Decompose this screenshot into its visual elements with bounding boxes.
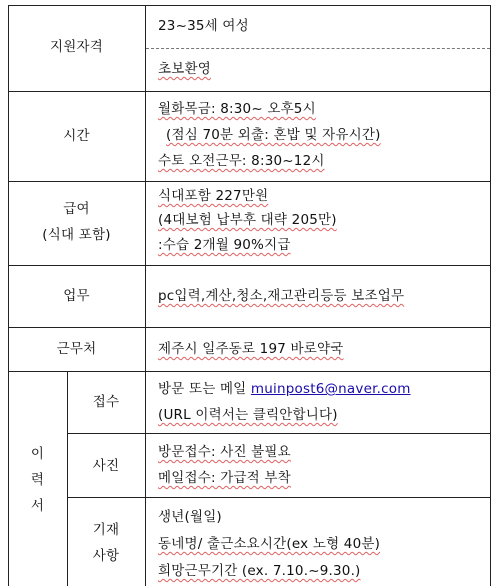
salary-line2: (4대보험 납부후 대략 205만)	[158, 212, 337, 228]
row-divider	[67, 497, 491, 498]
hours-label: 시간	[63, 128, 90, 144]
hours-line1: 월화목금: 8:30~ 오후5시	[158, 101, 316, 117]
salary-label-line2: (식대 포함)	[42, 227, 111, 243]
resume-char: 서	[30, 498, 45, 514]
photo-line1: 방문접수: 사진 불필요	[158, 444, 291, 460]
duties-label: 업무	[63, 288, 90, 304]
workplace-label: 근무처	[56, 341, 97, 357]
hours-line2: (점심 70분 외출: 혼밥 및 자유시간)	[166, 127, 381, 143]
salary-line1: 식대포함 227만원	[158, 188, 269, 204]
duties-line1: pc입력,계산,청소,재고관리등등 보조업무	[158, 288, 405, 304]
resume-char: 이	[30, 446, 45, 462]
salary-label-line1: 급여	[63, 201, 90, 217]
table-border-top	[8, 5, 491, 6]
receipt-line1	[158, 380, 411, 399]
required-line2: 동네명/ 출근소요시간(ex 노형 40분)	[158, 536, 381, 552]
resume-group-label	[8, 441, 67, 519]
row-divider	[8, 91, 491, 92]
required-label-line2: 사항	[92, 548, 120, 564]
receipt-label: 접수	[92, 394, 120, 410]
row-divider-dashed	[146, 48, 490, 49]
row-divider	[8, 371, 491, 372]
required-line3: 희망근무기간 (ex. 7.10.~9.30.)	[158, 563, 361, 579]
column-divider	[145, 5, 146, 586]
row-divider	[67, 433, 491, 434]
row-divider	[8, 265, 491, 266]
table-border-right	[490, 5, 491, 586]
row-divider	[8, 327, 491, 328]
receipt-line1-prefix: 방문 또는 메일	[158, 381, 251, 397]
required-line1: 생년(월일)	[158, 509, 222, 525]
email-link[interactable]: muinpost6@naver.com	[250, 381, 411, 397]
workplace-line1: 제주시 일주동로 197 바로약국	[158, 341, 344, 357]
qualification-label: 지원자격	[50, 39, 103, 55]
qualification-line1: 23~35세 여성	[158, 18, 249, 34]
receipt-line2: (URL 이력서는 클릭안합니다)	[158, 407, 338, 423]
required-label-line1: 기재	[92, 522, 120, 538]
hours-line3: 수토 오전근무: 8:30~12시	[158, 153, 325, 169]
salary-line3: :수습 2개월 90%지급	[158, 237, 291, 253]
row-divider	[8, 181, 491, 182]
qualification-line2: 초보환영	[158, 61, 211, 77]
resume-char: 력	[30, 472, 45, 488]
photo-line2: 메일접수: 가급적 부착	[158, 470, 291, 486]
photo-label: 사진	[92, 458, 120, 474]
